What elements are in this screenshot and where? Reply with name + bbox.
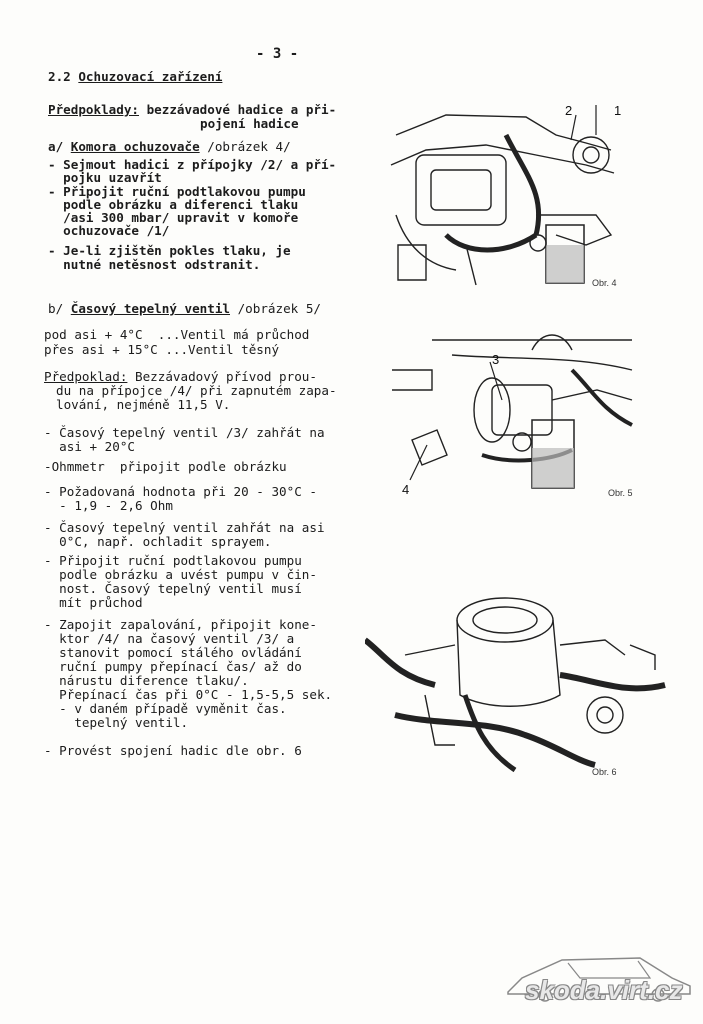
section-number: 2.2 [48,69,71,84]
part-b-ref: /obrázek 5/ [237,301,321,316]
part-b-prefix: b/ [48,301,64,316]
step-line: - Požadovaná hodnota při 20 - 30°C - [44,484,317,499]
part-a-line: - Sejmout hadici z přípojky /2/ a pří- [48,157,337,172]
step-line: - Časový tepelný ventil /3/ zahřát na [44,425,325,440]
step-line: podle obrázku a uvést pumpu v čin- [44,567,317,582]
step-line: - Zapojit zapalování, připojit kone- [44,617,317,632]
step-line: - 1,9 - 2,6 Ohm [44,498,173,513]
step-line: mít průchod [44,595,143,610]
figure-4-label: 2 [565,103,573,118]
step-line: nárustu diference tlaku/. [44,673,249,688]
prereq-text-1: bezzávadové hadice a při- [146,102,337,117]
figure-6-caption: Obr. 6 [592,767,617,777]
prereq-line-1 [48,103,336,116]
part-b-prereq-line: du na přípojce /4/ při zapnutém zapa- [56,383,337,398]
part-b-title: Časový tepelný ventil [70,301,230,316]
part-b-prereq-line: lování, nejméně 11,5 V. [56,397,231,412]
step-line: - Připojit ruční podtlakovou pumpu [44,553,302,568]
step-line: asi + 20°C [44,439,135,454]
part-b-heading [48,302,321,315]
step-line: 0°C, např. ochladit sprayem. [44,534,272,549]
figure-5-label: 3 [492,352,500,367]
figure-5-illustration [392,330,637,510]
part-a-heading [48,140,291,153]
part-a-title: Komora ochuzovače [70,139,200,154]
step-line: - Provést spojení hadic dle obr. 6 [44,743,302,758]
part-a-line: ochuzovače /1/ [48,223,170,238]
step-line: nost. Časový tepelný ventil musí [44,581,302,596]
step-line: tepelný ventil. [44,715,189,730]
section-heading [48,70,222,83]
part-a-ref: /obrázek 4/ [207,139,291,154]
part-a-line: - Je-li zjištěn pokles tlaku, je [48,243,291,258]
part-a-line: pojku uzavřít [48,170,162,185]
temp-line: přes asi + 15°C ...Ventil těsný [44,342,280,357]
part-a-line: nutné netěsnost odstranit. [48,257,261,272]
prereq-label: Předpoklady: [48,102,139,117]
part-b-prereq [44,370,317,383]
step-line: stanovit pomocí stálého ovládání [44,645,302,660]
watermark-text: skoda.virt.cz [525,975,683,1005]
figure-5-label: 4 [402,482,410,497]
figure-5-caption: Obr. 5 [608,488,633,498]
figure-6-illustration [365,585,670,785]
part-b-prereq-label: Předpoklad: [44,369,128,384]
step-line: - v daném případě vyměnit čas. [44,701,287,716]
step-line: ktor /4/ na časový ventil /3/ a [44,631,295,646]
part-b-prereq-line: Bezzávadový přívod prou- [135,369,317,384]
figure-4-caption: Obr. 4 [592,278,617,288]
temp-line: pod asi + 4°C ...Ventil má průchod [44,327,310,342]
part-a-line: - Připojit ruční podtlakovou pumpu [48,184,306,199]
step-line: Přepínací čas při 0°C - 1,5-5,5 sek. [44,687,333,702]
step-line: -Ohmmetr připojit podle obrázku [44,459,287,474]
page-number: - 3 - [256,46,299,62]
part-a-line: podle obrázku a diferenci tlaku [48,197,299,212]
section-title: Ochuzovací zařízení [78,69,223,84]
step-line: - Časový tepelný ventil zahřát na asi [44,520,325,535]
step-line: ruční pumpy přepínací čas/ až do [44,659,302,674]
figure-4-illustration [386,95,616,295]
part-a-prefix: a/ [48,139,64,154]
prereq-text-2: pojení hadice [200,116,299,131]
figure-4-label: 1 [614,103,622,118]
part-a-line: /asi 300 mbar/ upravit v komoře [48,210,299,225]
